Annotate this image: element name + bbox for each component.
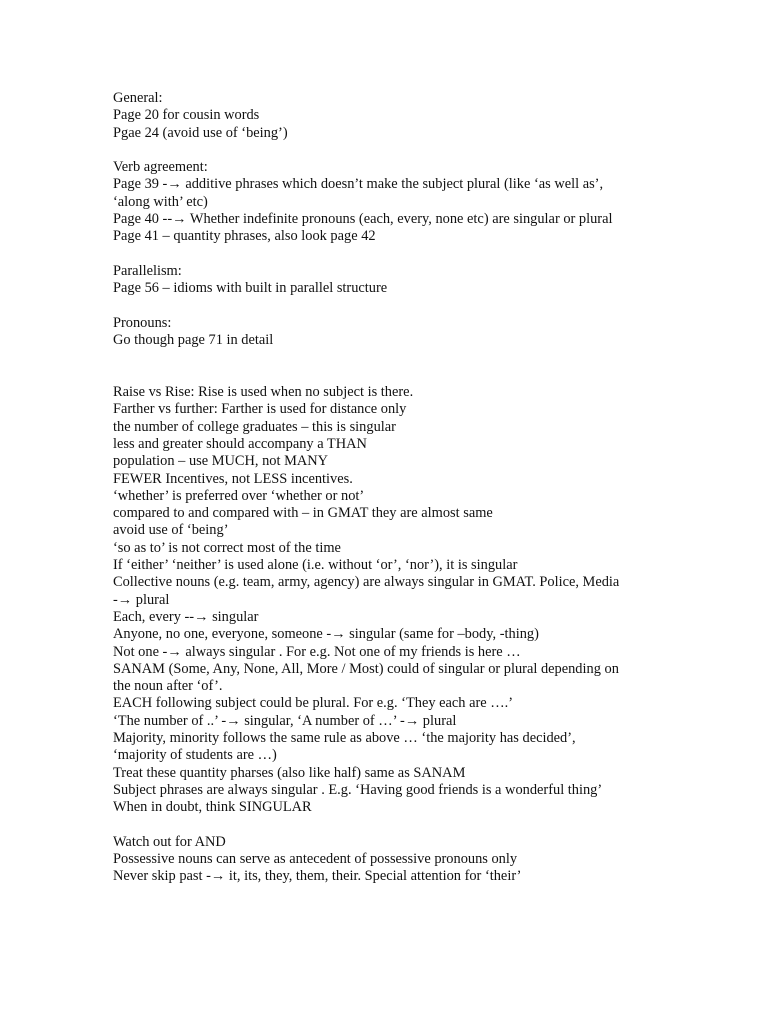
note-line: compared to and compared with – in GMAT they are almost same (113, 505, 493, 522)
note-line: Farther vs further: Farther is used for distance only (113, 401, 407, 418)
final-note-line: Watch out for AND (113, 833, 226, 850)
general-line: Page 20 for cousin words (113, 107, 260, 124)
note-line: population – use MUCH, not MANY (113, 453, 329, 470)
verb-agreement-line: Page 40 --→ Whether indefinite pronouns (each, every, none etc) are singular or plural (113, 211, 613, 228)
note-line: Subject phrases are always singular . E.g. ‘Having good friends is a wonderful thing’ (113, 781, 603, 798)
note-line: ‘majority of students are …) (113, 747, 277, 764)
note-line: ‘whether’ is preferred over ‘whether or not’ (113, 487, 365, 504)
parallelism-line: Page 56 – idioms with built in parallel structure (113, 280, 388, 297)
pronouns-line: Go though page 71 in detail (113, 332, 274, 349)
final-note-line: Possessive nouns can serve as antecedent of possessive pronouns only (113, 851, 518, 868)
note-line: Raise vs Rise: Rise is used when no subject is there. (113, 384, 414, 401)
note-line: Collective nouns (e.g. team, army, agency) are always singular in GMAT. Police, Media (113, 574, 620, 591)
note-line: ‘The number of ..’ -→ singular, ‘A number of …’ -→ plural (113, 712, 457, 729)
document-page (113, 90, 733, 886)
note-line: Each, every --→ singular (113, 608, 259, 625)
note-line: When in doubt, think SINGULAR (113, 799, 312, 816)
verb-agreement-line: ‘along with’ etc) (113, 193, 208, 210)
note-line: the noun after ‘of’. (113, 678, 223, 695)
note-line: Treat these quantity pharses (also like half) same as SANAM (113, 764, 466, 781)
note-line: Anyone, no one, everyone, someone -→ singular (same for –body, -thing) (113, 626, 539, 643)
note-line: If ‘either’ ‘neither’ is used alone (i.e. without ‘or’, ‘nor’), it is singular (113, 557, 518, 574)
section-heading-parallelism: Parallelism: (113, 262, 182, 279)
note-line: Majority, minority follows the same rule as above … ‘the majority has decided’, (113, 729, 576, 746)
note-line: avoid use of ‘being’ (113, 522, 229, 539)
note-line: SANAM (Some, Any, None, All, More / Most) could of singular or plural depending on (113, 660, 619, 677)
section-heading-pronouns: Pronouns: (113, 314, 172, 331)
verb-agreement-line: Page 41 – quantity phrases, also look page 42 (113, 228, 376, 245)
section-heading-verb-agreement: Verb agreement: (113, 159, 208, 176)
note-line: FEWER Incentives, not LESS incentives. (113, 470, 353, 487)
note-line: -→ plural (113, 591, 170, 608)
verb-agreement-line: Page 39 -→ additive phrases which doesn’t make the subject plural (like ‘as well as’, (113, 176, 604, 193)
note-line: Not one -→ always singular . For e.g. Not one of my friends is here … (113, 643, 521, 660)
note-line: the number of college graduates – this is singular (113, 418, 396, 435)
section-heading-general: General: (113, 90, 163, 106)
note-line: EACH following subject could be plural. For e.g. ‘They each are ….’ (113, 695, 514, 712)
note-line: ‘so as to’ is not correct most of the time (113, 539, 341, 556)
final-note-line: Never skip past -→ it, its, they, them, their. Special attention for ‘their’ (113, 868, 522, 885)
general-line: Pgae 24 (avoid use of ‘being’) (113, 124, 288, 141)
note-line: less and greater should accompany a THAN (113, 435, 367, 452)
